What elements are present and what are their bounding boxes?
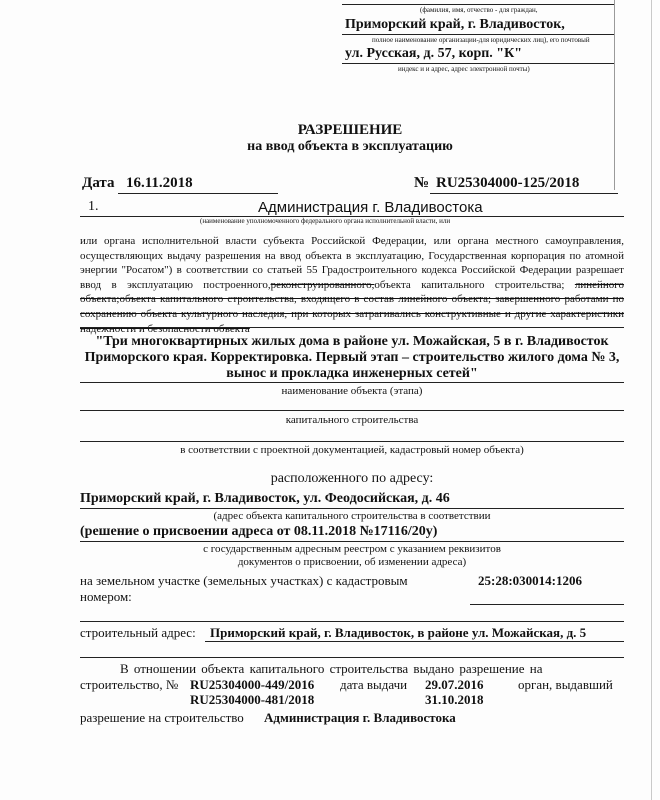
- header-address-caption: индекс и и адрес, адрес электронной почты): [398, 65, 530, 73]
- construction-address-value: Приморский край, г. Владивосток, в районе ул. Можайская, д. 5: [210, 625, 587, 640]
- body-text: или органа исполнительной власти субъекта Российской Федерации, или органа местного самоуправления, осуществляющих выдачу разрешения на ввод объекта в эксплуатацию, Государственная корпорация по атомной энергии "Росатом") в соответствии со статьей 55 Градостроительного кодекса Российской Федерации разрешает ввод в эксплуатацию построенного,: [80, 235, 624, 291]
- number-label: №: [414, 175, 430, 191]
- object-underline: [80, 410, 624, 411]
- body-paragraph: [80, 234, 624, 336]
- construction-underline: [205, 641, 624, 642]
- construction-address-label: строительный адрес:: [80, 625, 196, 640]
- permit-issue-date-1: 29.07.2016: [425, 677, 484, 692]
- land-label: на земельном участке (земельных участках) с кадастровым: [80, 573, 408, 588]
- location-label: расположенного по адресу:: [270, 471, 434, 486]
- object-address: Приморский край, г. Владивосток, ул. Феодосийская, д. 46: [80, 491, 450, 506]
- date-underline: [118, 193, 278, 194]
- header-street: ул. Русская, д. 57, корп. "К": [345, 46, 522, 61]
- number-underline: [430, 193, 618, 194]
- construction-underline: [80, 657, 624, 658]
- object-underline: [80, 382, 624, 383]
- body-struck-text: реконструированного,: [270, 278, 375, 291]
- permit-issue-date-2: 31.10.2018: [425, 692, 484, 707]
- permit-issuer-name: Администрация г. Владивостока: [264, 710, 456, 725]
- object-name-line: вынос и прокладка инженерных сетей": [226, 366, 478, 381]
- authority-name: Администрация г. Владивостока: [258, 199, 483, 216]
- object-caption: капитального строительства: [285, 414, 419, 426]
- address-caption: (адрес объекта капитального строительства в соответствии: [213, 510, 491, 522]
- object-caption: наименование объекта (этапа): [281, 385, 423, 397]
- object-caption: в соответствии с проектной документацией, кадастровый номер объекта): [180, 444, 524, 456]
- body-text: объекта капитального строительства;: [374, 278, 565, 291]
- permit-number-1: RU25304000-449/2016: [190, 677, 315, 692]
- permit-issue-label: дата выдачи: [340, 677, 408, 692]
- header-org-caption: полное наименование организации-для юридических лиц), его почтовый: [372, 36, 590, 44]
- permit-number: RU25304000-125/2018: [436, 175, 580, 191]
- header-line: [342, 4, 614, 5]
- address-caption: с государственным адресным реестром с указанием реквизитов: [203, 543, 501, 555]
- permit-issuer-prefix: разрешение на строительство: [80, 710, 244, 725]
- header-top-caption: (фамилия, имя, отчество - для граждан,: [420, 6, 538, 14]
- decision-underline: [80, 541, 624, 542]
- object-underline: [80, 441, 624, 442]
- permit-text: В отношении объекта капитального строительства выдано разрешение на: [120, 661, 543, 676]
- header-line: [342, 63, 614, 64]
- authority-index: 1.: [88, 199, 99, 214]
- scan-edge: [651, 0, 652, 800]
- scan-edge: [614, 0, 615, 190]
- cadastral-number: 25:28:030014:1206: [478, 573, 582, 588]
- page-title: РАЗРЕШЕНИЕ: [297, 122, 403, 138]
- land-label: номером:: [80, 589, 132, 604]
- address-caption: документов о присвоении, об изменении адреса): [237, 556, 467, 568]
- body-underline: [80, 327, 624, 328]
- date-label: Дата: [82, 175, 115, 191]
- authority-caption: (наименование уполномоченного федерального органа исполнительной власти, или: [200, 217, 451, 225]
- date-value: 16.11.2018: [126, 175, 193, 191]
- cadastral-underline: [470, 604, 624, 605]
- header-line: [342, 34, 614, 35]
- permit-text: строительство, №: [80, 677, 179, 692]
- construction-underline: [80, 621, 624, 622]
- object-name-line: "Три многоквартирных жилых дома в районе ул. Можайская, 5 в г. Владивосток: [95, 334, 609, 349]
- header-region: Приморский край, г. Владивосток,: [345, 17, 565, 32]
- address-underline: [80, 508, 624, 509]
- address-decision: (решение о присвоении адреса от 08.11.2018 №17116/20у): [80, 524, 438, 539]
- body-struck-text: линейного объекта;объекта капитального строительства, входящего в состав линейного объекта; завершенного работами по сохранению объекта культурного наследия, при которых затрагивались конструктивные и другие характеристики надежности и безопасности объекта: [80, 278, 624, 335]
- permit-number-2: RU25304000-481/2018: [190, 692, 315, 707]
- permit-issuer-label: орган, выдавший: [518, 677, 613, 692]
- object-name-line: Приморского края. Корректировка. Первый этап – строительство жилого дома № 3,: [84, 350, 620, 365]
- page-subtitle: на ввод объекта в эксплуатацию: [247, 139, 453, 154]
